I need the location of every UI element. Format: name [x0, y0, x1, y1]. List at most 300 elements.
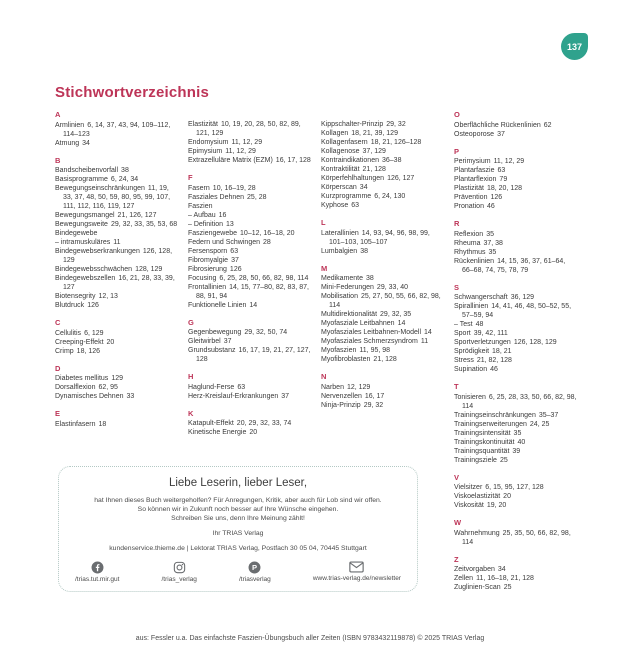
index-entry — [55, 166, 179, 175]
index-term: Blutdruck — [55, 302, 85, 309]
index-term: Kinetische Energie — [188, 429, 247, 436]
index-page-numbers: 6, 25, 28, 33, 50, 66, 82, 98, 114 — [462, 393, 577, 410]
index-letter-heading: H — [188, 372, 194, 381]
index-entry — [454, 356, 578, 365]
index-term: Trainingserweiterungen — [454, 420, 527, 428]
index-entry — [188, 147, 312, 156]
index-term: Bindegewebsschwächen — [55, 266, 133, 273]
index-term: Myofaszien — [321, 347, 357, 354]
index-term: Perimysium — [454, 158, 491, 165]
index-page-numbers: 6, 24, 130 — [374, 193, 406, 200]
index-term: – Definition — [188, 220, 224, 228]
index-page-numbers: 16 — [218, 211, 227, 219]
index-letter-heading: M — [321, 263, 328, 273]
index-page-numbers: 25 — [499, 456, 508, 464]
index-letter-heading: A — [55, 110, 61, 119]
index-column — [454, 110, 578, 600]
index-term: Diabetes mellitus — [55, 375, 109, 382]
index-letter-heading: V — [454, 472, 460, 482]
index-entry — [55, 211, 179, 220]
index-page-numbers: 35 — [513, 429, 522, 437]
index-page-numbers: 35–37 — [538, 411, 559, 419]
social-link-label[interactable]: /triasverlag — [238, 576, 271, 583]
index-term: Kippschalter-Prinzip — [321, 121, 384, 128]
index-entry — [321, 346, 445, 355]
index-page-numbers: 11, 19, 33, 37, 48, 50, 59, 80, 95, 99, 107, 111, 112, 116, 119, 127 — [63, 185, 171, 210]
index-page-numbers: 24, 25 — [529, 420, 550, 428]
social-link-newsletter[interactable] — [313, 561, 401, 583]
index-page-numbers: 126 — [229, 265, 242, 273]
index-page-numbers: 28 — [263, 238, 271, 246]
index-term: Atmung — [55, 139, 80, 147]
index-page-numbers: 16, 17, 128 — [275, 157, 311, 164]
index-term: Extrazelluläre Matrix (EZM) — [188, 157, 273, 164]
index-entry — [321, 183, 445, 192]
index-entry — [454, 320, 578, 329]
index-letter-heading: R — [454, 219, 460, 228]
feedback-contact-line[interactable]: kundenservice.thieme.de | Lektorat TRIAS Verlag, Postfach 30 05 04, 70445 Stuttgart — [109, 545, 367, 552]
index-page-numbers: 79 — [499, 176, 508, 183]
index-entry — [454, 184, 578, 193]
index-entry — [454, 193, 578, 202]
index-letter-group — [321, 264, 445, 365]
index-entry — [454, 293, 578, 302]
index-entry — [454, 130, 578, 139]
index-letter-heading: Z — [454, 554, 459, 564]
index-page-numbers: 62 — [543, 121, 552, 129]
index-letter-heading: K — [188, 408, 194, 418]
index-entry — [188, 392, 312, 401]
index-entry — [454, 121, 578, 130]
index-entry — [321, 328, 445, 337]
index-term: Trainingskontinuität — [454, 438, 515, 446]
index-entry — [454, 492, 578, 501]
index-letter-group — [321, 372, 445, 410]
index-entry — [188, 419, 312, 428]
index-page-numbers: 33 — [126, 393, 135, 400]
index-entry — [55, 121, 179, 139]
svg-text:P: P — [252, 563, 258, 573]
index-term: Bandscheibenvorfall — [55, 167, 119, 174]
index-letter-heading: P — [454, 146, 460, 156]
index-term: Fibromyalgie — [188, 256, 229, 264]
index-entry — [55, 301, 179, 310]
index-entry — [454, 574, 578, 583]
index-page-numbers: 38 — [360, 247, 368, 255]
index-letter-heading: C — [55, 318, 61, 327]
index-term: Myofasziale Leitbahnen — [321, 320, 395, 327]
index-page-numbers: 39, 42, 111 — [473, 330, 508, 337]
index-term: Frontallinien — [188, 283, 227, 291]
index-page-numbers: 6, 14, 37, 43, 94, 109–112, 114–123 — [63, 121, 171, 138]
index-page-numbers: 35 — [488, 248, 497, 256]
index-page-numbers: 12, 13 — [98, 293, 118, 300]
index-term: Spirallinien — [454, 303, 489, 310]
index-page-numbers: 25, 27, 50, 55, 66, 82, 98, 114 — [329, 293, 441, 309]
index-term: Dynamisches Dehnen — [55, 393, 124, 400]
social-link-facebook[interactable] — [75, 561, 119, 583]
index-page-numbers: 37 — [281, 392, 290, 400]
index-page-numbers: 37, 129 — [362, 148, 386, 155]
index-page-numbers: 18 — [98, 420, 107, 428]
index-page-numbers: 18, 21, 126–128 — [370, 139, 422, 146]
index-letter-group — [188, 120, 312, 165]
index-term: Focusing — [188, 274, 217, 282]
index-entry — [188, 328, 312, 337]
index-entry — [188, 337, 312, 346]
index-entry — [188, 138, 312, 147]
index-entry — [454, 456, 578, 465]
feedback-line: So können wir in Zukunft noch besser auf Ihre Wünsche eingehen. — [137, 506, 339, 513]
index-page-numbers: 21, 82, 128 — [476, 357, 512, 364]
index-term: Bewegungsweite — [55, 221, 108, 228]
index-term: Gegenbewegung — [188, 329, 242, 336]
page-number: 137 — [566, 41, 583, 52]
index-entry — [188, 193, 312, 202]
index-entry — [55, 175, 179, 184]
index-term: Nervenzellen — [321, 392, 362, 400]
index-letter-group — [454, 147, 578, 212]
index-page-numbers: 126 — [87, 302, 99, 309]
index-page-numbers: 36, 129 — [510, 294, 535, 301]
index-term: Armlinien — [55, 121, 85, 129]
index-page-numbers: 34 — [497, 566, 506, 573]
index-entry — [188, 156, 312, 165]
index-term: Bindegewebe — [55, 230, 98, 237]
index-entry — [321, 192, 445, 201]
index-entry — [454, 257, 578, 275]
index-letter-heading: T — [454, 382, 459, 391]
index-term: Bewegungsmangel — [55, 212, 115, 219]
index-term: Stress — [454, 357, 474, 364]
index-page-numbers: 63 — [497, 167, 506, 174]
index-entry — [55, 139, 179, 148]
index-term: Katapult-Effekt — [188, 420, 234, 427]
index-entry — [321, 156, 445, 165]
index-page-numbers: 16, 17 — [364, 392, 385, 400]
index-term: Herz-Kreislauf-Erkrankungen — [188, 392, 279, 400]
index-page-numbers: 6, 24, 34 — [110, 176, 139, 183]
index-page-numbers: 14, 93, 94, 96, 98, 99, 101–103, 105–107 — [329, 229, 430, 246]
index-term: Fasern — [188, 184, 210, 192]
index-entry — [321, 229, 445, 247]
index-page-numbers: 62, 95 — [98, 384, 118, 391]
index-page-numbers: 18, 21, 39, 129 — [351, 130, 398, 137]
index-page-numbers: 14 — [397, 320, 406, 327]
index-page-numbers: 20 — [503, 493, 511, 500]
index-entry — [321, 120, 445, 129]
index-page-numbers: 37 — [497, 130, 505, 138]
index-page-numbers: 16, 21, 28, 33, 39, 127 — [63, 275, 175, 291]
index-entry — [188, 256, 312, 265]
index-term: Elastinfasern — [55, 420, 96, 428]
index-term: Elastizität — [188, 121, 218, 128]
index-page-numbers: 11, 12, 29 — [493, 158, 525, 165]
index-letter-group — [55, 110, 179, 148]
index-page-numbers: 13 — [226, 220, 234, 228]
index-letter-heading: B — [55, 155, 61, 165]
index-page-numbers: 20, 29, 32, 33, 74 — [236, 420, 292, 427]
index-entry — [321, 165, 445, 174]
source-credit-line: aus: Fessler u.a. Das einfachste Faszien-Übungsbuch aller Zeiten (ISBN 9783432119878) © 2025 TRIAS Verlag — [135, 635, 485, 642]
index-page-numbers: 20 — [106, 338, 115, 346]
index-letter-group — [454, 382, 578, 465]
index-entry — [55, 247, 179, 265]
index-term: Osteoporose — [454, 130, 495, 138]
index-page-numbers: 63 — [237, 383, 246, 391]
index-letter-heading: E — [55, 409, 61, 418]
index-term: Lumbalgien — [321, 247, 358, 255]
index-page-numbers: 37, 38 — [483, 239, 503, 247]
index-term: Viskosität — [454, 502, 484, 509]
index-term: Biotensegrity — [55, 293, 96, 300]
index-letter-heading: D — [55, 363, 61, 373]
index-page-numbers: 37 — [223, 338, 232, 345]
index-page-numbers: 63 — [230, 247, 239, 255]
index-term: Sport — [454, 330, 471, 337]
index-term: Plastizität — [454, 185, 484, 192]
index-page-numbers: 11 — [420, 338, 429, 345]
index-entry — [188, 346, 312, 364]
index-page-numbers: 10–12, 16–18, 20 — [240, 229, 295, 237]
social-link-instagram[interactable] — [162, 561, 197, 583]
index-entry — [321, 247, 445, 256]
index-letter-heading: N — [321, 372, 327, 381]
index-entry — [321, 283, 445, 292]
social-link-label[interactable]: /trias.tut.mir.gut — [75, 576, 120, 583]
index-term: Körperscan — [321, 184, 357, 191]
index-term: Kyphose — [321, 202, 349, 209]
index-page-numbers: 36–38 — [382, 157, 402, 164]
index-entry — [454, 248, 578, 257]
index-column — [188, 110, 312, 445]
index-entry — [454, 393, 578, 411]
newsletter-envelope-icon — [349, 561, 364, 573]
index-page-numbers: 29, 32, 35 — [380, 311, 412, 318]
index-page-numbers: 29, 32, 50, 74 — [244, 329, 288, 336]
index-term: Rhythmus — [454, 248, 486, 256]
index-term: Haglund-Ferse — [188, 383, 235, 391]
index-page-numbers: 128, 129 — [135, 266, 163, 273]
index-term: Medikamente — [321, 275, 364, 282]
index-page-numbers: 6, 15, 95, 127, 128 — [485, 484, 544, 491]
index-page-numbers: 40 — [517, 438, 526, 446]
index-page-numbers: 38 — [366, 275, 374, 282]
index-letter-heading: S — [454, 282, 460, 292]
index-page-numbers: 11, 95, 98 — [359, 347, 391, 354]
index-entry — [188, 202, 312, 211]
index-entry — [454, 483, 578, 492]
index-entry — [55, 220, 179, 229]
feedback-heading: Liebe Leserin, lieber Leser, — [168, 477, 308, 489]
index-entry — [188, 283, 312, 301]
index-term: Endomysium — [188, 139, 229, 146]
index-letter-group — [55, 364, 179, 402]
index-page-numbers: 34 — [82, 139, 90, 147]
index-letter-group — [454, 555, 578, 593]
index-letter-heading: G — [188, 317, 194, 327]
social-link-label[interactable]: /trias_verlag — [161, 576, 197, 583]
index-page-numbers: 18, 20, 128 — [486, 185, 522, 192]
index-entry — [454, 202, 578, 211]
index-term: Laterallinien — [321, 229, 359, 237]
index-page-numbers: 35 — [486, 230, 494, 238]
social-link-label[interactable]: www.trias-verlag.de/newsletter — [312, 575, 401, 582]
index-entry — [55, 238, 179, 247]
index-entry — [454, 230, 578, 239]
index-letter-heading: L — [321, 218, 326, 227]
index-term: Fasziengewebe — [188, 229, 238, 237]
index-page-numbers: 14 — [424, 329, 432, 336]
index-term: Pronation — [454, 203, 484, 210]
index-term: Basisprogramme — [55, 176, 108, 183]
facebook-icon — [91, 561, 104, 574]
index-page-numbers: 37 — [231, 256, 239, 264]
index-letter-group — [454, 283, 578, 375]
index-term: Viskoelastizität — [454, 493, 501, 500]
index-page-numbers: 129 — [111, 375, 123, 382]
index-page-numbers: 14, 15, 77–80, 82, 83, 87, 88, 91, 94 — [196, 283, 309, 300]
index-entry — [188, 184, 312, 193]
index-entry — [188, 229, 312, 238]
index-term: – intramuskuläres — [55, 239, 111, 246]
index-letter-group — [321, 120, 445, 210]
index-term: Zuglinien-Scan — [454, 584, 501, 591]
pinterest-icon — [248, 561, 261, 574]
index-entry — [454, 166, 578, 175]
index-term: Sportverletzungen — [454, 339, 511, 346]
index-entry — [321, 383, 445, 392]
index-entry — [188, 120, 312, 138]
index-term: Vielsitzer — [454, 484, 483, 491]
index-page-numbers: 11, 12, 29 — [231, 139, 263, 146]
index-term: Rückenlinien — [454, 257, 495, 265]
index-term: Rheuma — [454, 239, 481, 247]
index-term: Kollagenose — [321, 148, 360, 155]
index-page-numbers: 34 — [359, 184, 368, 191]
index-term: Oberflächliche Rückenlinien — [454, 121, 541, 129]
feedback-line: Schreiben Sie uns, denn Ihre Meinung zählt! — [171, 515, 305, 522]
index-entry — [321, 319, 445, 328]
index-letter-group — [188, 409, 312, 438]
index-entry — [55, 392, 179, 401]
index-term: Fersensporn — [188, 247, 228, 255]
index-term: Plantarflexion — [454, 176, 497, 183]
index-term: Trainingsquantität — [454, 447, 510, 455]
index-entry — [321, 392, 445, 401]
index-page-numbers: 11 — [113, 239, 121, 246]
index-page-numbers: 126, 127 — [387, 175, 415, 182]
index-letter-group — [454, 473, 578, 511]
index-entry — [321, 337, 445, 346]
index-page-numbers: 63 — [351, 202, 360, 209]
index-letter-group — [454, 110, 578, 139]
index-term: Mobilisation — [321, 293, 358, 300]
index-entry — [55, 383, 179, 392]
index-entry — [454, 365, 578, 374]
index-term: Funktionelle Linien — [188, 301, 247, 309]
index-column — [321, 110, 445, 418]
index-entry — [55, 265, 179, 274]
index-term: Gleitwirbel — [188, 338, 221, 345]
index-term: Epimysium — [188, 148, 223, 155]
reader-feedback-box — [58, 466, 418, 592]
page-title: Stichwortverzeichnis — [55, 84, 210, 101]
index-term: Faszien — [188, 202, 213, 210]
index-term: Mini-Federungen — [321, 284, 374, 291]
social-links-row — [59, 561, 417, 583]
page-number-badge — [561, 33, 588, 60]
index-entry — [321, 174, 445, 183]
index-page-numbers: 21, 128 — [362, 166, 386, 173]
index-entry — [454, 420, 578, 429]
index-entry — [55, 184, 179, 211]
index-entry — [321, 274, 445, 283]
index-entry — [55, 338, 179, 347]
social-link-pinterest[interactable] — [239, 561, 271, 583]
index-page-numbers: 10, 19, 20, 28, 50, 82, 89, 121, 129 — [196, 121, 301, 137]
index-term: – Aufbau — [188, 211, 216, 219]
index-term: Sprödigkeit — [454, 348, 490, 355]
index-term: Tonisieren — [454, 393, 486, 401]
index-term: Narben — [321, 383, 344, 391]
index-page-numbers: 18, 21 — [492, 348, 512, 355]
index-entry — [188, 247, 312, 256]
index-term: Kollagen — [321, 130, 349, 137]
index-term: Wahrnehmung — [454, 529, 500, 537]
index-term: Supination — [454, 366, 488, 373]
index-page-numbers: 6, 25, 28, 50, 66, 82, 98, 114 — [219, 274, 309, 282]
index-page-numbers: 126, 128, 129 — [63, 248, 173, 264]
index-entry — [454, 411, 578, 420]
feedback-line: hat Ihnen dieses Buch weitergeholfen? Für Anregungen, Kritik, aber auch für Lob sind wir offen. — [94, 497, 382, 504]
index-term: Kurzprogramme — [321, 193, 372, 200]
index-entry — [55, 329, 179, 338]
index-column — [55, 110, 179, 437]
index-page-numbers: 126, 128, 129 — [513, 339, 557, 346]
index-term: Myofasziales Leitbahnen-Modell — [321, 329, 421, 336]
index-page-numbers: 126 — [490, 194, 503, 201]
index-letter-heading: F — [188, 173, 193, 182]
index-entry — [454, 347, 578, 356]
index-term: Ninja-Prinzip — [321, 401, 361, 409]
index-page-numbers: 29, 32 — [386, 121, 406, 128]
index-page-numbers: 11, 12, 29 — [225, 148, 256, 155]
index-entry — [188, 428, 312, 437]
index-term: Reflexion — [454, 230, 484, 238]
index-entry — [321, 292, 445, 310]
index-page-numbers: 48 — [475, 321, 484, 328]
index-term: Zeitvorgaben — [454, 566, 495, 573]
index-entry — [55, 229, 179, 238]
index-entry — [321, 129, 445, 138]
index-letter-heading: W — [454, 518, 462, 527]
index-page-numbers: 16, 17, 19, 21, 27, 127, 128 — [196, 347, 311, 363]
index-page-numbers: 25 — [503, 584, 512, 591]
index-entry — [454, 447, 578, 456]
index-term: Dorsalflexion — [55, 384, 96, 391]
index-letter-group — [188, 173, 312, 310]
feedback-text — [59, 496, 417, 523]
index-entry — [454, 329, 578, 338]
index-letter-group — [188, 318, 312, 365]
index-page-numbers: 18, 126 — [76, 347, 101, 355]
index-entry — [454, 438, 578, 447]
index-term: Crimp — [55, 347, 74, 355]
index-term: Kontraktilität — [321, 166, 360, 173]
index-term: Schwangerschaft — [454, 294, 508, 301]
index-entry — [454, 338, 578, 347]
